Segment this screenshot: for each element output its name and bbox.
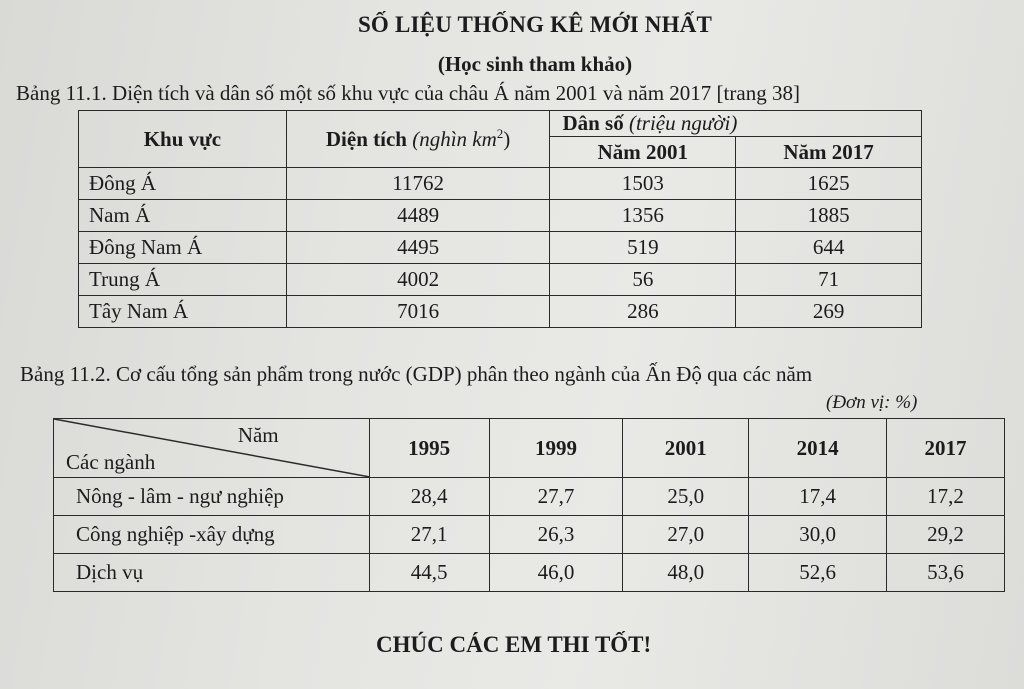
value-cell: 52,6 (749, 554, 887, 592)
value-cell: 28,4 (369, 478, 489, 516)
year-header: 1999 (489, 419, 623, 478)
table-row (79, 264, 922, 296)
pop2017-cell: 269 (736, 296, 922, 328)
table-row (54, 478, 1005, 516)
value-cell: 27,0 (623, 516, 749, 554)
pop2017-cell: 644 (736, 232, 922, 264)
area-cell: 4489 (286, 200, 550, 232)
pop2001-cell: 519 (550, 232, 736, 264)
header-year-2017: Năm 2017 (736, 137, 922, 168)
table-row (79, 200, 922, 232)
year-header: 2014 (749, 419, 887, 478)
pop2017-cell: 1625 (736, 168, 922, 200)
area-cell: 4002 (286, 264, 550, 296)
region-cell: Nam Á (79, 200, 287, 232)
header-region: Khu vực (79, 111, 287, 168)
table-row (54, 516, 1005, 554)
value-cell: 48,0 (623, 554, 749, 592)
area-population-table (78, 110, 922, 328)
corner-header-cell (54, 419, 370, 478)
pop2001-cell: 1503 (550, 168, 736, 200)
table-row (79, 168, 922, 200)
table-row (79, 296, 922, 328)
value-cell: 25,0 (623, 478, 749, 516)
pop2017-cell: 71 (736, 264, 922, 296)
region-cell: Đông Nam Á (79, 232, 287, 264)
table1-caption: Bảng 11.1. Diện tích và dân số một số khu vực của châu Á năm 2001 và năm 2017 [trang 38] (16, 81, 800, 105)
pop2001-cell: 286 (550, 296, 736, 328)
header-area-label: Diện tích (325, 127, 407, 151)
year-header: 1995 (369, 419, 489, 478)
value-cell: 27,1 (369, 516, 489, 554)
page-subtitle: (Học sinh tham khảo) (437, 52, 633, 76)
sector-cell: Dịch vụ (54, 554, 370, 592)
value-cell: 53,6 (887, 554, 1005, 592)
value-cell: 46,0 (489, 554, 623, 592)
sector-cell: Công nghiệp -xây dựng (54, 516, 370, 554)
value-cell: 30,0 (749, 516, 887, 554)
year-header: 2017 (887, 419, 1005, 478)
table-row (54, 554, 1005, 592)
page-title: SỐ LIỆU THỐNG KÊ MỚI NHẤT (357, 12, 713, 37)
region-cell: Trung Á (79, 264, 287, 296)
pop2017-cell: 1885 (736, 200, 922, 232)
pop2001-cell: 56 (550, 264, 736, 296)
value-cell: 17,2 (887, 478, 1005, 516)
corner-sector-label: Các ngành (66, 450, 156, 474)
sector-cell: Nông - lâm - ngư nghiệp (54, 478, 370, 516)
value-cell: 27,7 (489, 478, 623, 516)
header-year-2001: Năm 2001 (550, 137, 736, 168)
header-population (550, 111, 922, 137)
table2-caption: Bảng 11.2. Cơ cấu tổng sản phẩm trong nước (GDP) phân theo ngành của Ấn Độ qua các năm (20, 362, 813, 386)
value-cell: 17,4 (749, 478, 887, 516)
header-area-sup: 2 (496, 126, 504, 141)
region-cell: Tây Nam Á (79, 296, 287, 328)
closing-message: CHÚC CÁC EM THI TỐT! (376, 632, 652, 657)
value-cell: 26,3 (489, 516, 623, 554)
value-cell: 29,2 (887, 516, 1005, 554)
header-population-label: Dân số (562, 111, 624, 135)
area-cell: 7016 (286, 296, 550, 328)
value-cell: 44,5 (369, 554, 489, 592)
region-cell: Đông Á (79, 168, 287, 200)
year-header: 2001 (623, 419, 749, 478)
area-cell: 11762 (286, 168, 550, 200)
area-cell: 4495 (286, 232, 550, 264)
header-area (286, 111, 550, 168)
table2-unit: (Đơn vị: %) (826, 392, 918, 413)
table-row (79, 232, 922, 264)
corner-year-label: Năm (237, 423, 279, 447)
header-population-unit: (triệu người) (628, 111, 738, 135)
gdp-structure-table (53, 418, 1005, 592)
header-area-close: ) (503, 127, 511, 151)
pop2001-cell: 1356 (550, 200, 736, 232)
header-area-unit: (nghìn km (412, 127, 497, 151)
